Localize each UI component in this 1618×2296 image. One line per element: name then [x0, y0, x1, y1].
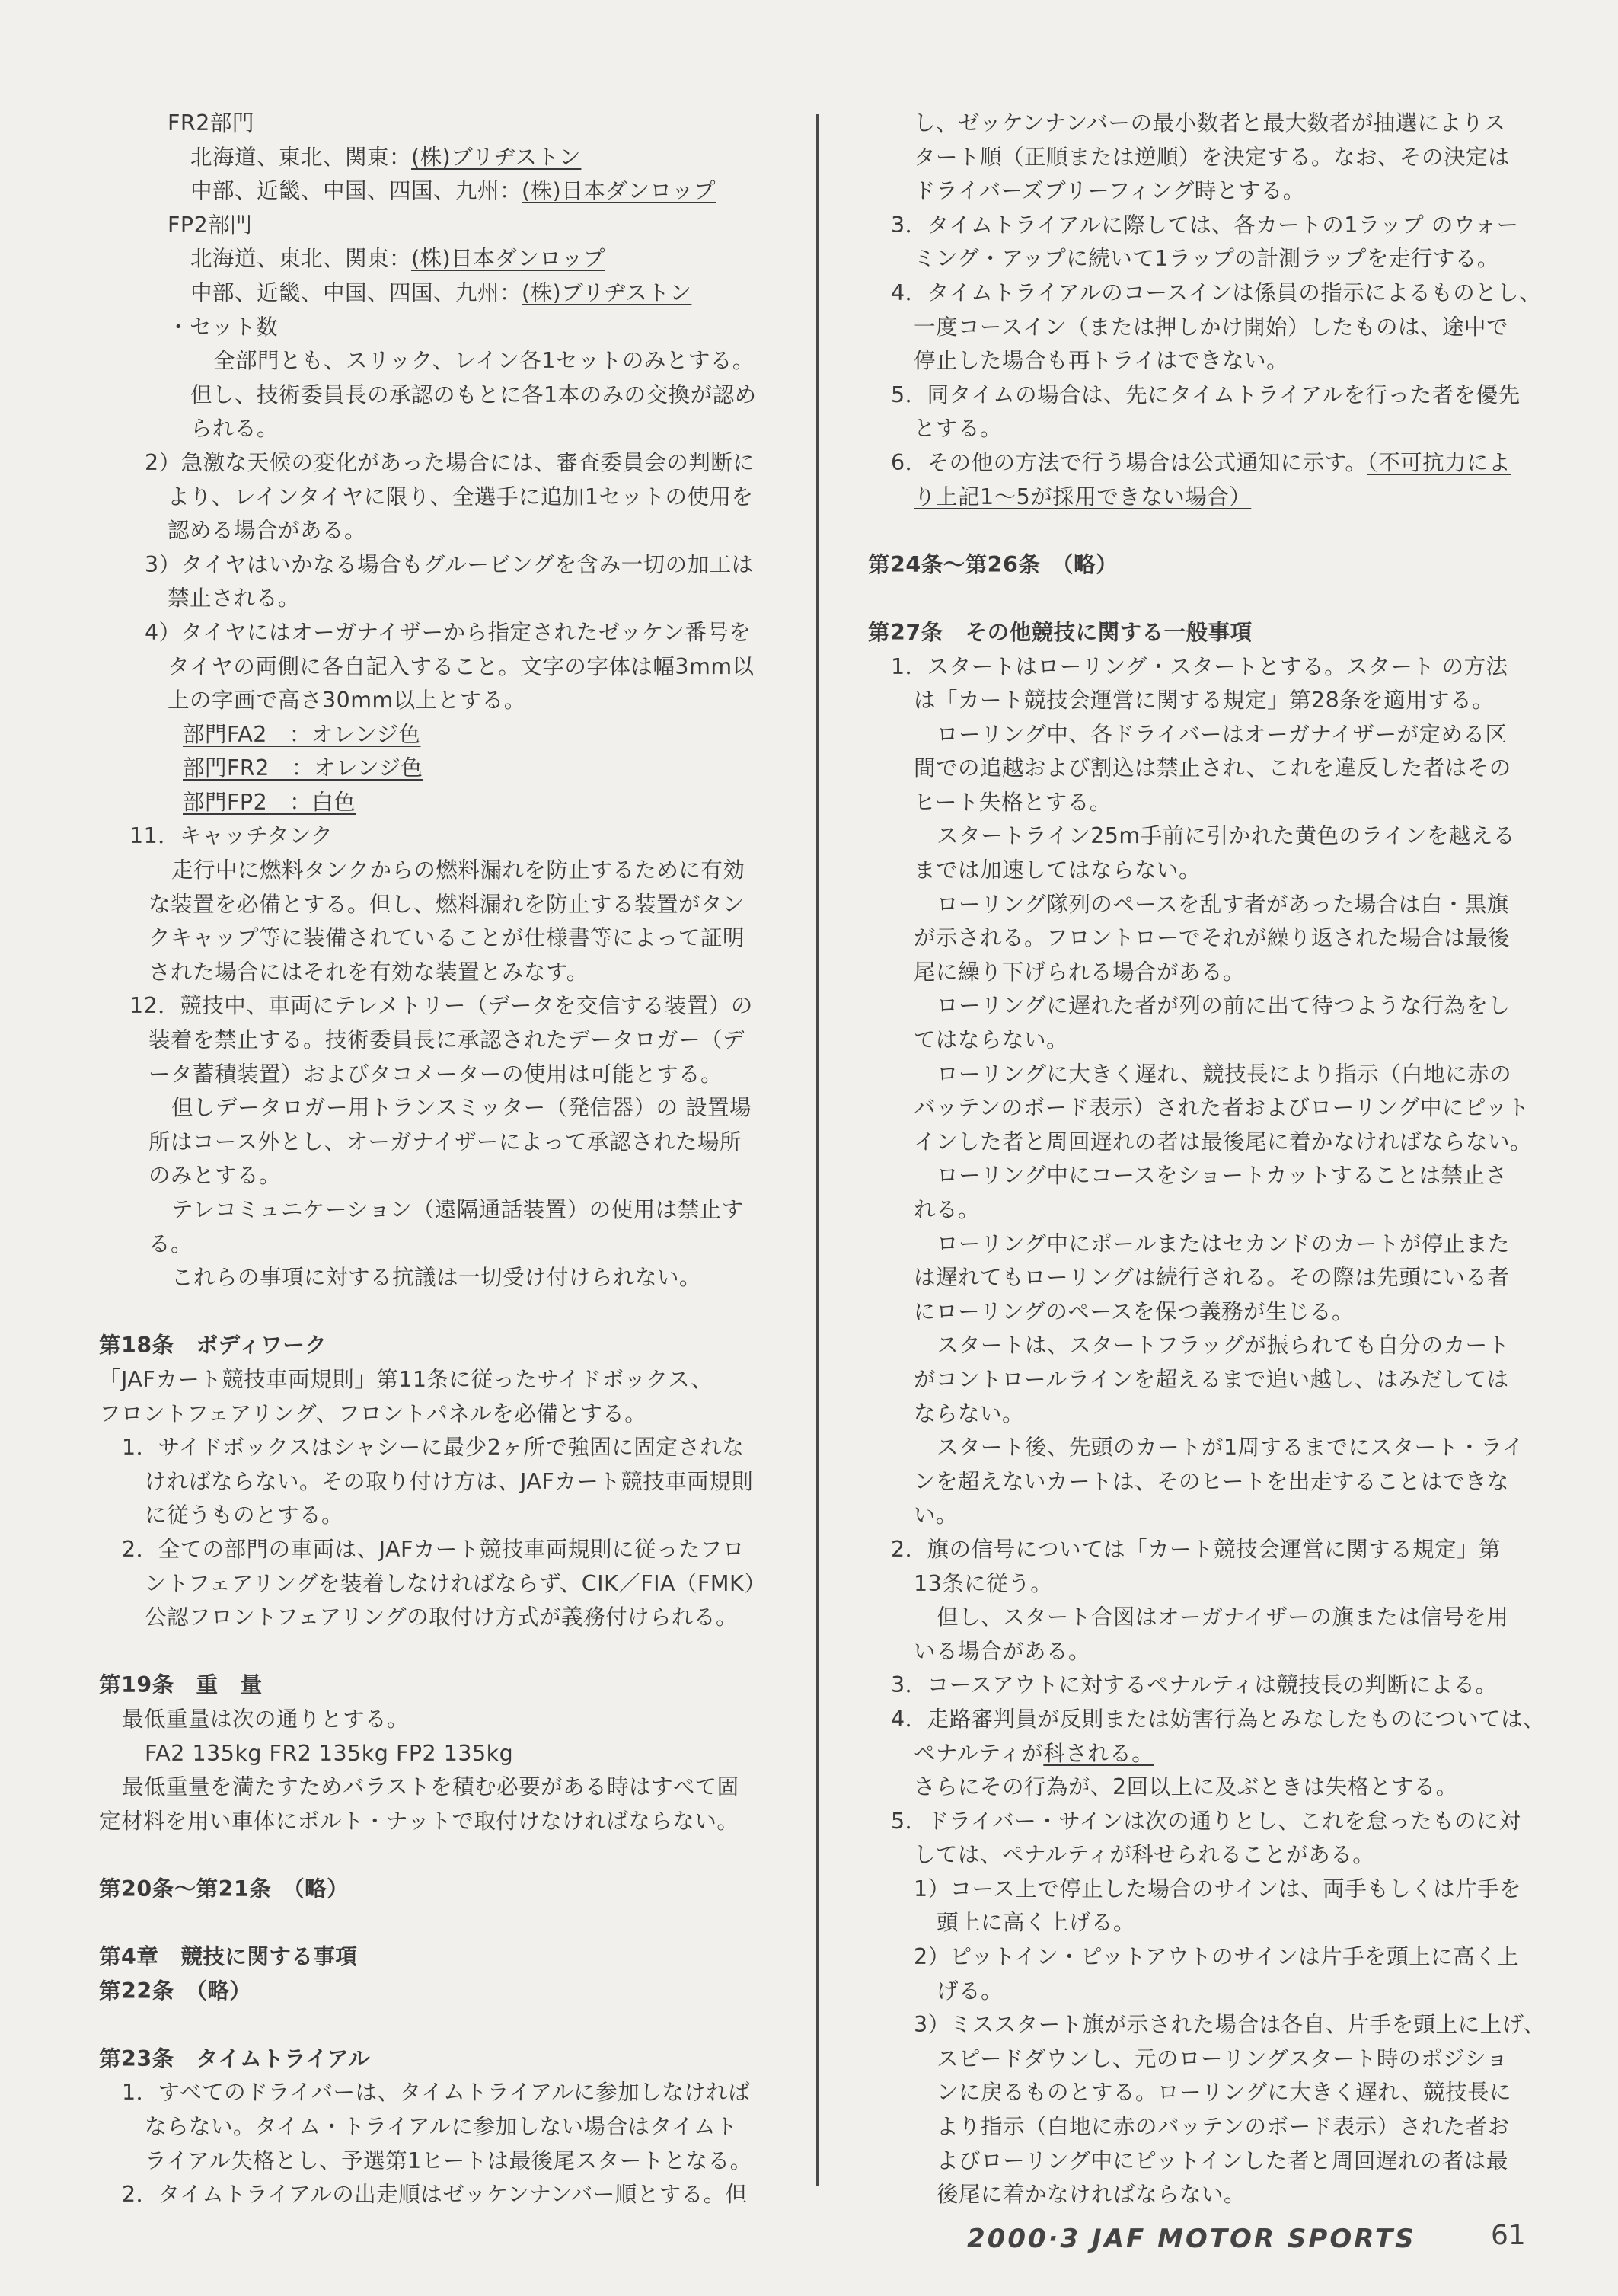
- line-text: ならない。タイム・トライアルに参加しない場合はタイムト: [145, 2114, 739, 2140]
- line-text: ならない。: [914, 1400, 1025, 1426]
- line-text: 12．競技中、車両にテレメトリー（データを交信する装置）の: [129, 993, 753, 1019]
- line-text: ンに戻るものとする。ローリングに大きく遅れ、競技長に: [937, 2080, 1512, 2106]
- text-line: [99, 2110, 777, 2144]
- line-text: フロントフェアリング、フロントパネルを必備とする。: [99, 1400, 647, 1426]
- line-text: 第22条 （略）: [99, 1978, 252, 2004]
- text-line: [99, 989, 777, 1023]
- line-text: な装置を必備とする。但し、燃料漏れを防止する装置がタン: [148, 891, 745, 917]
- text-line: [99, 854, 777, 888]
- text-line: [99, 344, 777, 378]
- line-text: は「カート競技会運営に関する規定」第28条を適用する。: [914, 688, 1495, 714]
- text-line: [868, 1228, 1538, 1262]
- text-line: [99, 582, 777, 616]
- text-line: [868, 1567, 1538, 1601]
- text-line: [99, 1465, 777, 1499]
- line-text: 6．その他の方法で行う場合は公式通知に示す。: [891, 449, 1367, 475]
- text-line: [99, 1601, 777, 1635]
- line-text: タイヤの両側に各自記入すること。文字の字体は幅3mm以: [168, 653, 755, 679]
- text-line: [99, 412, 777, 446]
- text-line: [99, 1805, 777, 1839]
- line-text: 北海道、東北、関東：: [190, 246, 412, 272]
- line-text: ローリング中にコースをショートカットすることは禁止さ: [937, 1163, 1508, 1189]
- text-line: [99, 1771, 777, 1805]
- line-text: 但し、スタート合図はオーガナイザーの旗または信号を用: [937, 1605, 1509, 1630]
- line-text: 1）コース上で停止した場合のサインは、両手もしくは片手を: [914, 1876, 1522, 1902]
- text-line: [868, 209, 1538, 243]
- line-text: に従うものとする。: [145, 1502, 344, 1528]
- text-line: [868, 446, 1538, 481]
- line-text: ンを超えないカートは、そのヒートを出走することはできな: [914, 1468, 1509, 1494]
- text-line: [868, 1159, 1538, 1193]
- blank-line: [99, 1838, 777, 1873]
- line-text: 装着を禁止する。技術委員長に承認されたデータロガー（デ: [148, 1027, 745, 1053]
- text-line: [99, 514, 777, 548]
- text-line: [868, 718, 1538, 752]
- line-text: が示される。フロントローでそれが繰り返された場合は最後: [914, 925, 1511, 951]
- line-text: 但し、技術委員長の承認のもとに各1本のみの交換が認め: [190, 382, 757, 407]
- text-line: [99, 2076, 777, 2110]
- line-text: げる。: [937, 1978, 1004, 2004]
- text-line: [99, 446, 777, 481]
- text-line: [99, 650, 777, 685]
- text-line: [868, 2144, 1538, 2179]
- underlined-text: （不可抗力によ: [1367, 449, 1511, 475]
- line-text: 4．走路審判員が反則または妨害行為とみなしたものについては、: [891, 1706, 1546, 1732]
- line-text: 3．コースアウトに対するペナルティは競技長の判断による。: [891, 1672, 1498, 1698]
- text-line: [868, 819, 1538, 854]
- section-heading: [99, 2042, 777, 2077]
- text-line: [868, 2178, 1538, 2212]
- text-line: [868, 1601, 1538, 1635]
- text-line: [868, 107, 1538, 141]
- line-text: 11．キャッチタンク: [129, 823, 333, 849]
- text-line: [99, 1499, 777, 1533]
- text-line: [868, 1975, 1538, 2009]
- line-text: FR2部門: [168, 110, 254, 136]
- text-line: [868, 1906, 1538, 1940]
- text-line: [99, 1567, 777, 1601]
- line-text: ペナルティが: [914, 1740, 1044, 1766]
- text-line: [868, 2110, 1538, 2144]
- line-text: スタートライン25m手前に引かれた黄色のラインを越える: [937, 823, 1515, 849]
- line-text: ローリング隊列のペースを乱す者があった場合は白・黒旗: [937, 891, 1509, 917]
- line-text: いる場合がある。: [914, 1638, 1091, 1664]
- text-line: [868, 1091, 1538, 1126]
- blank-line: [99, 1635, 777, 1669]
- text-line: [868, 1669, 1538, 1703]
- line-text: る。: [148, 1231, 193, 1257]
- text-line: [868, 921, 1538, 956]
- line-text: ・セット数: [168, 314, 279, 340]
- text-line: [99, 1363, 777, 1397]
- text-line: [99, 921, 777, 956]
- text-line: [868, 1023, 1538, 1058]
- blank-line: [99, 1906, 777, 1940]
- text-line: [868, 311, 1538, 345]
- underlined-text: り上記1～5が採用できない場合）: [914, 484, 1252, 509]
- text-line: [868, 141, 1538, 175]
- text-line: [868, 2042, 1538, 2077]
- text-line: [868, 1465, 1538, 1499]
- text-line: [868, 174, 1538, 209]
- underlined-text: 科される。: [1043, 1740, 1154, 1766]
- line-text: スタート後、先頭のカートが1周するまでにスタート・ライ: [937, 1435, 1524, 1461]
- text-line: [868, 1499, 1538, 1533]
- text-line: [868, 2008, 1546, 2042]
- line-text: 第27条 その他競技に関する一般事項: [868, 619, 1253, 645]
- text-line: [868, 650, 1538, 685]
- section-heading: [99, 1669, 777, 1703]
- line-text: は遅れてもローリングは続行される。その際は先頭にいる者: [914, 1265, 1510, 1291]
- text-line: [868, 1805, 1538, 1839]
- text-line: [868, 378, 1538, 413]
- right-column: [868, 107, 1546, 2212]
- section-heading: [99, 1329, 777, 1363]
- line-text: られる。: [190, 416, 279, 442]
- text-line: [868, 1703, 1546, 1737]
- line-text: い。: [914, 1502, 959, 1528]
- line-text: インした者と周回遅れの者は最後尾に着かなければならない。: [914, 1129, 1533, 1154]
- text-line: [99, 1737, 777, 1771]
- line-text: よびローリング中にピットインした者と周回遅れの者は最: [937, 2148, 1508, 2173]
- magazine-footer: 2000·3 JAF MOTOR SPORTS: [967, 2224, 1416, 2254]
- line-text: 最低重量を満たすためバラストを積む必要がある時はすべて固: [122, 1774, 739, 1800]
- line-text: 3）タイヤはいかなる場合もグルービングを含み一切の加工は: [145, 551, 754, 577]
- line-text: 2）急激な天候の変化があった場合には、審査委員会の判断に: [145, 449, 755, 475]
- text-line: [99, 1703, 777, 1737]
- line-text: 但しデータロガー用トランスミッター（発信器）の 設置場: [171, 1095, 752, 1121]
- text-line: [868, 1771, 1538, 1805]
- text-line: [99, 209, 777, 243]
- page-number: 61: [1491, 2220, 1526, 2251]
- underlined-text: 部門FR2 ：オレンジ色: [183, 755, 423, 781]
- text-line: [868, 752, 1538, 786]
- text-line: [868, 1193, 1538, 1228]
- text-line: [868, 888, 1538, 922]
- line-text: 第4章 競技に関する事項: [99, 1944, 358, 1970]
- text-line: [868, 1329, 1538, 1363]
- underlined-text: 部門FA2 ：オレンジ色: [183, 721, 421, 747]
- line-text: にローリングのペースを保つ義務が生じる。: [914, 1298, 1355, 1324]
- line-text: タート順（正順または逆順）を決定する。なお、その決定は: [914, 144, 1511, 170]
- text-line: [99, 1126, 777, 1160]
- blank-line: [868, 514, 1538, 548]
- line-text: これらの事項に対する抗議は一切受け付けられない。: [171, 1265, 702, 1291]
- text-line: [868, 344, 1538, 378]
- line-text: 第24条～第26条 （略）: [868, 551, 1119, 577]
- line-text: 1．すべてのドライバーは、タイムトライアルに参加しなければ: [122, 2080, 751, 2106]
- line-text: 一度コースイン（または押しかけ開始）したものは、途中で: [914, 314, 1509, 340]
- line-text: 停止した場合も再トライはできない。: [914, 348, 1289, 374]
- text-line: [868, 1635, 1538, 1669]
- text-line: [868, 786, 1538, 820]
- line-text: 13条に従う。: [914, 1570, 1053, 1596]
- line-text: 4．タイムトライアルのコースインは係員の指示によるものとし、: [891, 279, 1542, 305]
- line-text: FP2部門: [168, 212, 253, 238]
- section-heading: [868, 616, 1538, 650]
- line-text: 全部門とも、スリック、レイン各1セットのみとする。: [213, 348, 755, 374]
- line-text: 2．旗の信号については「カート競技会運営に関する規定」第: [891, 1536, 1502, 1562]
- line-text: 第18条 ボディワーク: [99, 1333, 327, 1359]
- line-text: ローリングに遅れた者が列の前に出て待つような行為をし: [937, 993, 1511, 1019]
- line-text: 3）ミススタート旗が示された場合は各自、片手を頭上に上げ、: [914, 2012, 1546, 2038]
- line-text: ローリング中、各ドライバーはオーガナイザーが定める区: [937, 721, 1508, 747]
- text-line: [99, 2178, 777, 2212]
- line-text: クキャップ等に装備されていることが仕様書等によって証明: [148, 925, 745, 951]
- line-text: ければならない。その取り付け方は、JAFカート競技車両規則: [145, 1468, 754, 1494]
- text-line: [868, 854, 1538, 888]
- text-line: [99, 752, 777, 786]
- section-heading: [868, 548, 1538, 583]
- text-line: [99, 378, 777, 413]
- line-text: 尾に繰り下げられる場合がある。: [914, 959, 1246, 985]
- underlined-text: (株)ブリヂストン: [411, 144, 582, 170]
- line-text: 認める場合がある。: [168, 518, 367, 544]
- text-line: [99, 481, 777, 515]
- line-text: 第20条～第21条 （略）: [99, 1876, 349, 1902]
- line-text: バッテンのボード表示）された者およびローリング中にピット: [914, 1095, 1530, 1121]
- blank-line: [868, 582, 1538, 616]
- line-text: 所はコース外とし、オーガナイザーによって承認された場所: [148, 1129, 742, 1154]
- blank-line: [99, 1295, 777, 1330]
- text-line: [868, 1533, 1538, 1567]
- blank-line: [99, 2008, 777, 2042]
- line-text: ミング・アップに続いて1ラップの計測ラップを走行する。: [914, 246, 1499, 272]
- text-line: [868, 989, 1538, 1023]
- line-text: ライアル失格とし、予選第1ヒートは最後尾スタートとなる。: [145, 2148, 752, 2173]
- line-text: てはならない。: [914, 1027, 1069, 1053]
- line-text: 2）ピットイン・ピットアウトのサインは片手を頭上に高く上: [914, 1944, 1520, 1970]
- text-line: [99, 276, 777, 311]
- text-line: [99, 1397, 777, 1432]
- text-line: [99, 174, 777, 209]
- line-text: テレコミュニケーション（遠隔通話装置）の使用は禁止す: [171, 1197, 744, 1222]
- line-text: のみとする。: [148, 1163, 282, 1189]
- text-line: [868, 1058, 1538, 1092]
- text-line: [868, 276, 1542, 311]
- text-line: [868, 481, 1538, 515]
- line-text: スピードダウンし、元のローリングスタート時のポジショ: [937, 2045, 1508, 2071]
- text-line: [868, 1397, 1538, 1432]
- line-text: より指示（白地に赤のバッテンのボード表示）された者お: [937, 2114, 1510, 2140]
- line-text: ローリングに大きく遅れ、競技長により指示（白地に赤の: [937, 1061, 1512, 1087]
- underlined-text: (株)日本ダンロップ: [411, 246, 605, 272]
- text-line: [868, 1838, 1538, 1873]
- section-heading: [99, 1873, 777, 1907]
- line-text: ントフェアリングを装着しなければならず、CIK／FIA（FMK）: [145, 1570, 767, 1596]
- line-text: FA2 135kg FR2 135kg FP2 135kg: [145, 1740, 514, 1766]
- text-line: [868, 1261, 1538, 1295]
- text-line: [99, 242, 777, 276]
- text-line: [99, 1159, 777, 1193]
- text-line: [99, 786, 777, 820]
- line-text: ータ蓄積装置）およびタコメーターの使用は可能とする。: [148, 1061, 723, 1087]
- underlined-text: 部門FP2 ：白色: [183, 789, 356, 815]
- line-text: 最低重量は次の通りとする。: [122, 1706, 410, 1732]
- text-line: [99, 819, 777, 854]
- line-text: 公認フロントフェアリングの取付け方式が義務付けられる。: [145, 1605, 739, 1630]
- line-text: がコントロールラインを超えるまで追い越し、はみだしては: [914, 1366, 1509, 1392]
- line-text: 北海道、東北、関東：: [190, 144, 412, 170]
- line-text: 「JAFカート競技車両規則」第11条に従ったサイドボックス、: [99, 1366, 713, 1392]
- section-heading: [99, 1975, 777, 2009]
- text-line: [99, 1023, 777, 1058]
- line-text: ローリング中にポールまたはセカンドのカートが停止また: [937, 1231, 1510, 1257]
- line-text: より、レインタイヤに限り、全選手に追加1セットの使用を: [168, 484, 754, 509]
- text-line: [99, 311, 777, 345]
- line-text: 3．タイムトライアルに際しては、各カートの1ラップ のウォー: [891, 212, 1519, 238]
- line-text: し、ゼッケンナンバーの最小数者と最大数者が抽選によりス: [914, 110, 1506, 136]
- column-divider: [816, 114, 819, 2186]
- text-line: [868, 2076, 1538, 2110]
- underlined-text: (株)日本ダンロップ: [522, 178, 716, 204]
- line-text: さらにその行為が、2回以上に及ぶときは失格とする。: [914, 1774, 1458, 1800]
- text-line: [868, 1873, 1538, 1907]
- line-text: 5．同タイムの場合は、先にタイムトライアルを行った者を優先: [891, 382, 1521, 407]
- line-text: 後尾に着かなければならない。: [937, 2182, 1246, 2208]
- text-line: [99, 141, 777, 175]
- text-line: [99, 107, 777, 141]
- text-line: [99, 956, 777, 990]
- text-line: [868, 1363, 1538, 1397]
- line-text: 中部、近畿、中国、四国、九州：: [190, 178, 522, 204]
- line-text: 中部、近畿、中国、四国、九州：: [190, 279, 522, 305]
- line-text: 定材料を用い車体にボルト・ナットで取付けなければならない。: [99, 1808, 739, 1834]
- text-line: [99, 2144, 777, 2179]
- left-column: [99, 107, 777, 2212]
- line-text: 5．ドライバー・サインは次の通りとし、これを怠ったものに対: [891, 1808, 1521, 1834]
- text-line: [868, 1737, 1538, 1771]
- line-text: 頭上に高く上げる。: [937, 1910, 1136, 1936]
- text-line: [99, 1058, 777, 1092]
- text-line: [99, 1431, 777, 1465]
- text-line: [99, 616, 777, 650]
- text-line: [868, 1295, 1538, 1330]
- text-line: [868, 684, 1538, 718]
- text-line: [868, 956, 1538, 990]
- line-text: 2．全ての部門の車両は、JAFカート競技車両規則に従ったフロ: [122, 1536, 745, 1562]
- line-text: 1．スタートはローリング・スタートとする。スタート の方法: [891, 653, 1508, 679]
- line-text: された場合にはそれを有効な装置とみなす。: [148, 959, 589, 985]
- line-text: 2．タイムトライアルの出走順はゼッケンナンバー順とする。但: [122, 2182, 748, 2208]
- line-text: までは加速してはならない。: [914, 857, 1202, 883]
- line-text: ヒート失格とする。: [914, 789, 1112, 815]
- line-text: 間での追越および割込は禁止され、これを違反した者はその: [914, 755, 1511, 781]
- line-text: ドライバーズブリーフィング時とする。: [914, 178, 1305, 204]
- line-text: とする。: [914, 416, 1003, 442]
- underlined-text: (株)ブリヂストン: [522, 279, 692, 305]
- text-line: [99, 888, 777, 922]
- line-text: 禁止される。: [168, 586, 301, 612]
- text-line: [99, 1091, 777, 1126]
- line-text: 1．サイドボックスはシャシーに最少2ヶ所で強固に固定されな: [122, 1435, 745, 1461]
- text-line: [99, 1228, 777, 1262]
- text-line: [99, 548, 777, 583]
- line-text: 走行中に燃料タンクからの燃料漏れを防止するために有効: [171, 857, 745, 883]
- line-text: 第19条 重 量: [99, 1672, 263, 1698]
- section-heading: [99, 1940, 777, 1975]
- text-line: [868, 1431, 1538, 1465]
- text-line: [868, 242, 1538, 276]
- text-line: [868, 412, 1538, 446]
- line-text: 第23条 タイムトライアル: [99, 2045, 371, 2071]
- text-line: [868, 1940, 1538, 1975]
- text-line: [99, 718, 777, 752]
- text-line: [99, 1261, 777, 1295]
- text-line: [99, 684, 777, 718]
- line-text: れる。: [914, 1197, 981, 1222]
- text-line: [99, 1533, 777, 1567]
- text-line: [99, 1193, 777, 1228]
- line-text: しては、ペナルティが科せられることがある。: [914, 1842, 1375, 1868]
- line-text: スタートは、スタートフラッグが振られても自分のカート: [937, 1333, 1510, 1359]
- line-text: 上の字画で高さ30mm以上とする。: [168, 688, 526, 714]
- line-text: 4）タイヤにはオーガナイザーから指定されたゼッケン番号を: [145, 619, 752, 645]
- text-line: [868, 1126, 1538, 1160]
